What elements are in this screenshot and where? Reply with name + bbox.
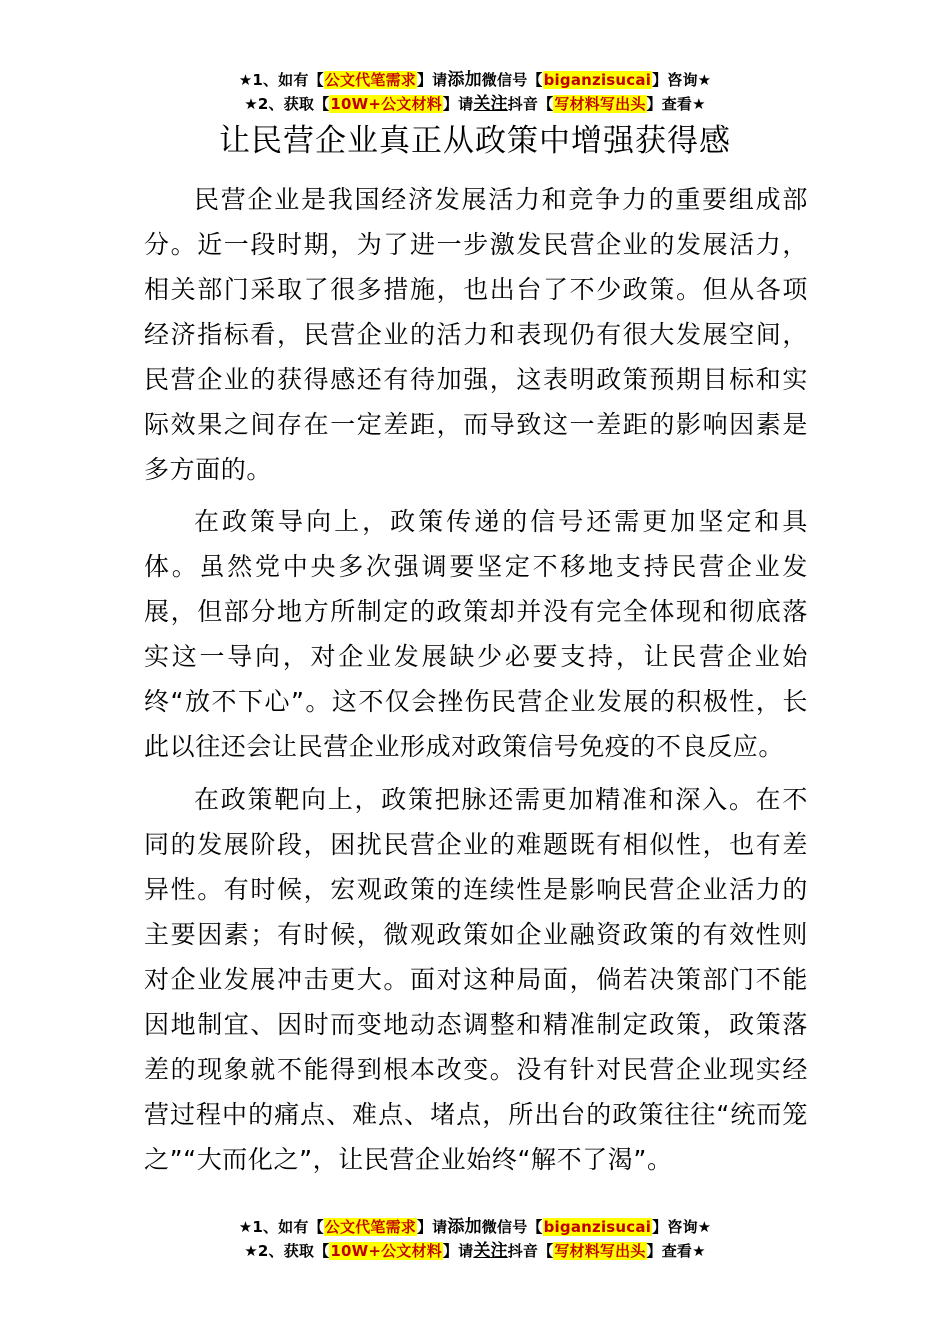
header-promo-line-1 — [0, 69, 950, 91]
promo-text: 抖音【 — [507, 95, 554, 113]
promo-highlight: 10W+公文材料 — [330, 95, 442, 113]
promo-text: 微信号【 — [481, 1218, 543, 1236]
promo-text: 】咨询★ — [652, 71, 712, 89]
promo-emphasis: 添加 — [447, 1217, 482, 1237]
promo-highlight: 公文代笔需求 — [324, 71, 416, 89]
promo-text: ★2、获取【 — [244, 1242, 330, 1260]
promo-wechat-id: biganzisucai — [543, 71, 652, 89]
promo-text: ★1、如有【 — [238, 1218, 324, 1236]
paragraph-3: 在政策靶向上，政策把脉还需更加精准和深入。在不同的发展阶段，困扰民营企业的难题既有相似性，也有差异性。有时候，宏观政策的连续性是影响民营企业活力的主要因素；有时候，微观政策如企业融资政策的有效性则对企业发展冲击更大。面对这种局面，倘若决策部门不能因地制宜、因时而变地动态调整和精准制定政策，政策落差的现象就不能得到根本改变。没有针对民营企业现实经营过程中的痛点、难点、堵点，所出台的政策往往“统而笼之”“大而化之”，让民营企业始终“解不了渴”。 — [144, 785, 808, 1174]
promo-text: 】请 — [416, 71, 448, 89]
promo-wechat-id: biganzisucai — [543, 1218, 652, 1236]
promo-text: 】咨询★ — [652, 1218, 712, 1236]
promo-douyin-account: 写材料写出头 — [554, 95, 646, 113]
promo-highlight: 10W+公文材料 — [330, 1242, 442, 1260]
promo-emphasis: 添加 — [447, 70, 482, 90]
promo-text: 】请 — [442, 1242, 474, 1260]
promo-text: 微信号【 — [481, 71, 543, 89]
promo-emphasis: 关注 — [473, 1241, 508, 1261]
promo-highlight: 公文代笔需求 — [324, 1218, 416, 1236]
promo-text: 】请 — [416, 1218, 448, 1236]
paragraph-1: 民营企业是我国经济发展活力和竞争力的重要组成部分。近一段时期，为了进一步激发民营企业的发展活力，相关部门采取了很多措施，也出台了不少政策。但从各项经济指标看，民营企业的活力和表现仍有很大发展空间，民营企业的获得感还有待加强，这表明政策预期目标和实际效果之间存在一定差距，而导致这一差距的影响因素是多方面的。 — [144, 185, 808, 484]
promo-text: 】请 — [442, 95, 474, 113]
promo-text: 】查看★ — [646, 95, 706, 113]
promo-douyin-account: 写材料写出头 — [554, 1242, 646, 1260]
promo-text: ★2、获取【 — [244, 95, 330, 113]
promo-text: ★1、如有【 — [238, 71, 324, 89]
header-promo-line-2 — [0, 93, 950, 115]
promo-text: 】查看★ — [646, 1242, 706, 1260]
paragraph-2: 在政策导向上，政策传递的信号还需更加坚定和具体。虽然党中央多次强调要坚定不移地支持民营企业发展，但部分地方所制定的政策却并没有完全体现和彻底落实这一导向，对企业发展缺少必要支持，让民营企业始终“放不下心”。这不仅会挫伤民营企业发展的积极性，长此以往还会让民营企业形成对政策信号免疫的不良反应。 — [144, 507, 808, 761]
document-title: 让民营企业真正从政策中增强获得感 — [219, 123, 731, 159]
footer-promo-line-2 — [0, 1240, 950, 1262]
promo-text: 抖音【 — [507, 1242, 554, 1260]
footer-promo-line-1 — [0, 1216, 950, 1238]
promo-emphasis: 关注 — [473, 94, 508, 114]
